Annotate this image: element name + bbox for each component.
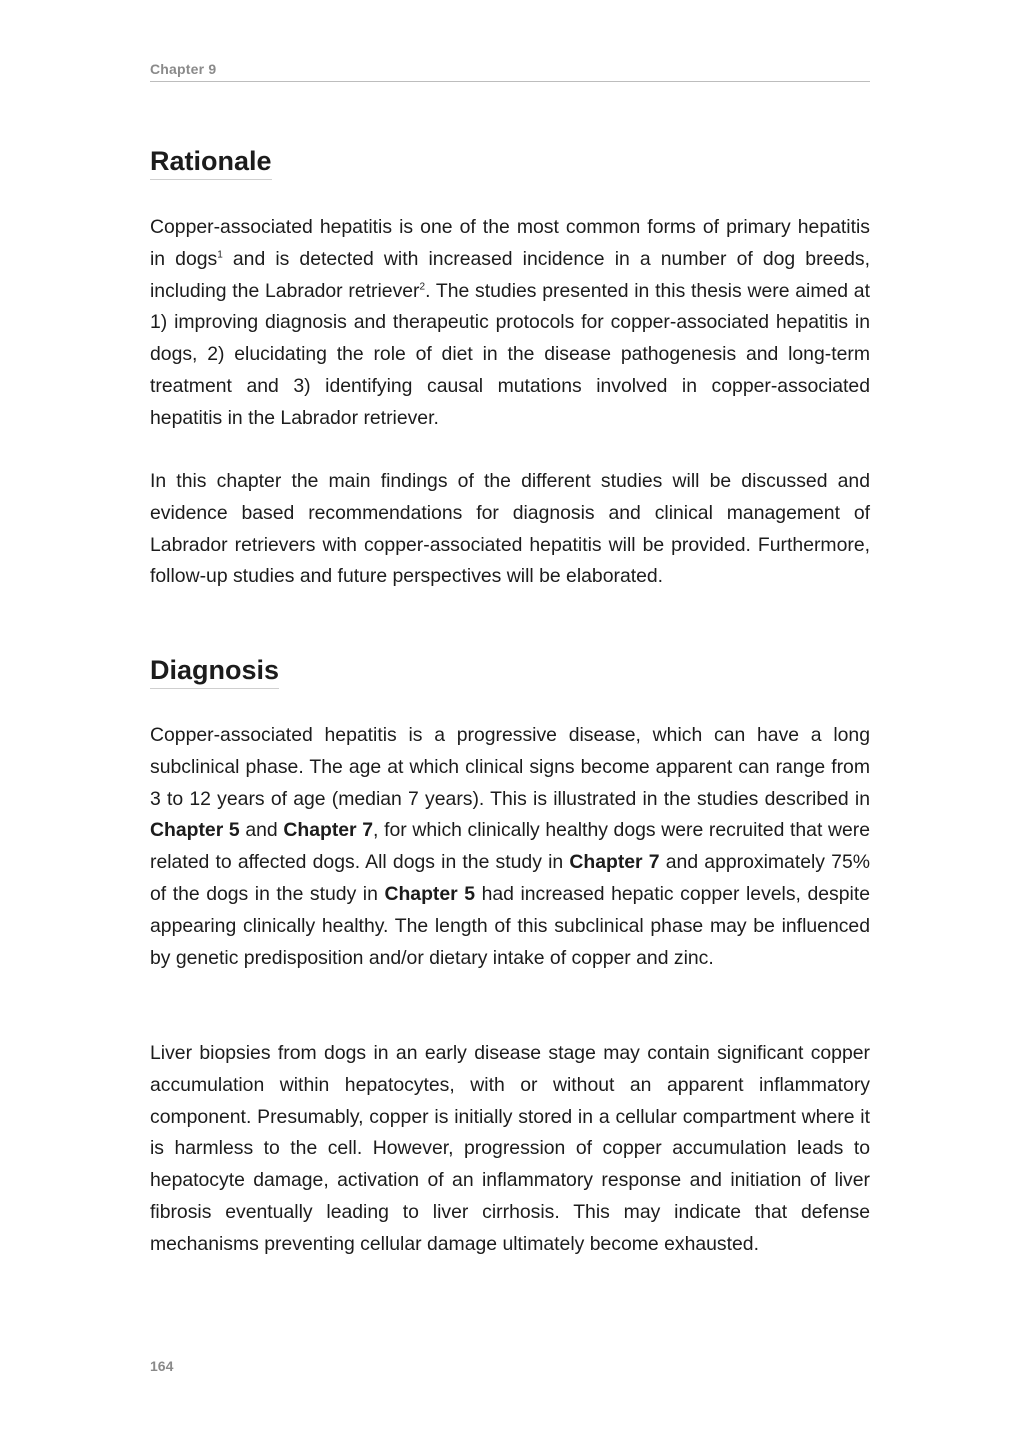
diagnosis-paragraph-2: Liver biopsies from dogs in an early disease stage may contain significant copper accumulation within hepatocytes, with or without an apparent inflammatory component. Presumably, copper is initially stored in a cellular compartment where it is harmless to the cell. However, progression of copper accumulation leads to hepatocyte damage, activation of an inflammatory response and initiation of liver fibrosis eventually leading to liver cirrhosis. This may indicate that defense mechanisms preventing cellular damage ultimately become exhausted. (150, 1042, 870, 1255)
chapter-reference: Chapter 7 (569, 851, 660, 874)
footnote-ref-1: 1 (217, 249, 223, 261)
chapter-reference: Chapter 5 (150, 819, 240, 842)
running-header-title: Chapter 9 (150, 61, 217, 77)
section-heading-rationale: Rationale (150, 145, 272, 180)
document-page (150, 0, 870, 1440)
chapter-reference: Chapter 5 (384, 882, 476, 905)
footnote-ref-2: 2 (419, 281, 426, 293)
rationale-paragraph-2: In this chapter the main findings of the different studies will be discussed and evidence based recommendations for diagnosis and clinical management of Labrador retrievers with copper-associated hepatitis will be provided. Furthermore, follow-up studies and future perspectives will be elaborated. (150, 470, 870, 588)
diagnosis-paragraph-1: Copper-associated hepatitis is a progressive disease, which can have a long subclinical phase. The age at which clinical signs become apparent can range from 3 to 12 years of age (median 7 years). This is illustrated in the studies described in Chapter 5 and Chapter 7, for which clinically healthy dogs were recruited that were related to affected dogs. All dogs in the study in Chapter 7 and approximately 75% of the dogs in the study in Chapter 5 had increased hepatic copper levels, despite appearing clinically healthy. The length of this subclinical phase may be influenced by genetic predisposition and/or dietary intake of copper and zinc. (150, 724, 871, 969)
page-number: 164 (150, 1358, 174, 1374)
chapter-reference: Chapter 7 (283, 819, 374, 842)
rationale-paragraph-1: Copper-associated hepatitis is one of the most common forms of primary hepatitis in dogs$^1$ and is detected with increased incidence in a number of dog breeds, including the Labrador retriever$^2$. The studies presented in this thesis were aimed at 1) improving diagnosis and therapeutic protocols for copper-associated hepatitis in dogs, 2) elucidating the role of diet in the disease pathogenesis and long-term treatment and 3) identifying causal mutations involved in copper-associated hepatitis in the Labrador retriever. (150, 216, 870, 429)
running-header (150, 61, 870, 82)
section-heading-diagnosis: Diagnosis (150, 654, 279, 689)
